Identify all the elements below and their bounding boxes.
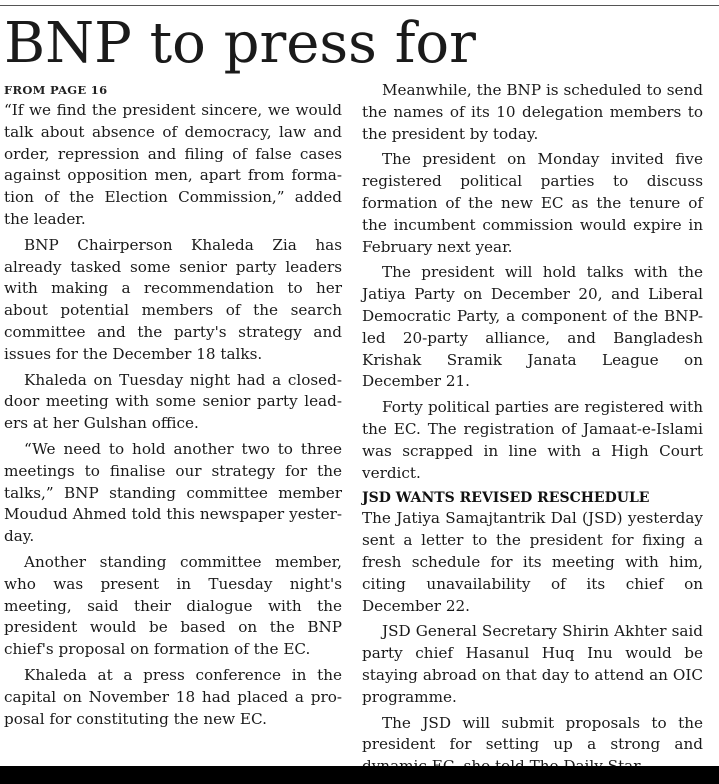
paragraph: Khaleda on Tuesday night had a closed-door meeting with some senior party leaders at her Gulshan office. [4, 370, 342, 433]
continuation-label: FROM PAGE 16 [4, 83, 108, 97]
article-column-left [4, 80, 342, 734]
paragraph: Forty political parties are registered with the EC. The registration of Jamaat-e-Islami was scrapped in line with a High Court verdict. [362, 398, 703, 482]
paragraph: Khaleda at a press conference in the capital on November 18 had placed a proposal for constituting the new EC. [4, 665, 342, 728]
paragraph: The Jatiya Samajtantrik Dal (JSD) yesterday sent a letter to the president for fixing a fresh schedule for its meeting with him, citing unavailability of its chief on December 22. [362, 509, 703, 615]
headline: BNP to press for [4, 11, 476, 76]
paragraph: Another standing committee member, who was present in Tuesday night's meeting, said their dialogue with the president would be based on the BNP chief's proposal on formation of the EC. [4, 552, 342, 659]
subheading: JSD WANTS REVISED RESCHEDULE [362, 490, 650, 507]
paragraph: Meanwhile, the BNP is scheduled to send the names of its 10 delegation members to the president by today. [362, 81, 703, 143]
paragraph: “We need to hold another two to three meetings to finalise our strategy for the talks,” BNP standing committee member Moudud Ahmed told this newspaper yesterday. [4, 439, 342, 546]
paragraph: JSD General Secretary Shirin Akhter said party chief Hasanul Huq Inu would be staying abroad on that day to attend an OIC programme. [362, 622, 703, 706]
paragraph: The JSD will submit proposals to the president for setting up a strong and [362, 713, 703, 754]
paragraph: The president on Monday invited five registered political parties to discuss formation of the new EC as the tenure of the incumbent commission would expire in February next year. [362, 150, 703, 256]
paragraph: The president will hold talks with the Jatiya Party on December 20, and Liberal Democratic Party, a component of the BNP-led 20-party alliance, and Bangladesh Krishak Sramik Janata League on December 21. [362, 263, 703, 391]
bottom-edge-bar [0, 766, 719, 784]
paragraph: BNP Chairperson Khaleda Zia has already tasked some senior party leaders with making a recommendation to her about potential members of the search committee and the party's strategy and issues for the December 18 talks. [4, 235, 342, 363]
paragraph: “If we find the president sincere, we would talk about absence of democracy, law and order, repression and filing of false cases against opposition men, apart from formation of the Election Commission,” added the leader. [4, 101, 342, 228]
article-column-right [362, 80, 703, 782]
top-rule [0, 5, 719, 6]
